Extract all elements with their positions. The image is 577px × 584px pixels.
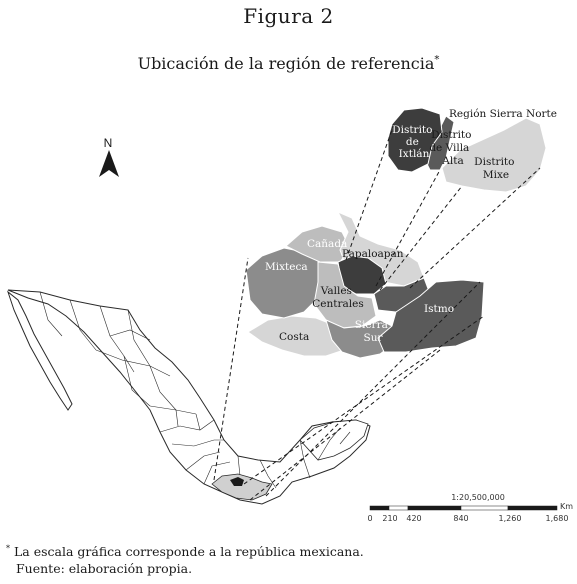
scale-segment-1 <box>370 506 389 510</box>
label-villa-alta-line-2: de Villa <box>429 142 470 154</box>
scale-unit: Km <box>560 502 574 511</box>
label-valles-line-2: Centrales <box>312 298 364 310</box>
scale-segment-4 <box>461 506 508 510</box>
footnote-mark: * <box>6 544 10 553</box>
north-arrow <box>99 136 119 177</box>
north-arrow-icon <box>99 150 119 177</box>
footnote-source: Fuente: elaboración propia. <box>16 561 193 577</box>
north-label: N <box>103 136 113 150</box>
label-villa-alta-line-1: Distrito <box>431 129 472 141</box>
label-istmo: Istmo <box>424 303 455 315</box>
label-canada: Cañada <box>307 238 348 250</box>
label-mixe-line-2: Mixe <box>482 169 510 181</box>
label-sierra-sur-line-2: Sur <box>363 332 383 344</box>
label-sierra-sur-line-1: Sierra <box>354 319 388 331</box>
scale-tick-210: 210 <box>382 514 398 523</box>
scale-bar <box>367 493 573 523</box>
scale-segment-2 <box>389 506 408 510</box>
scale-tick-420: 420 <box>406 514 422 523</box>
footnote <box>6 540 364 577</box>
scale-tick-1260: 1,260 <box>498 514 522 523</box>
scale-ratio: 1:20,500,000 <box>451 493 505 502</box>
scale-tick-840: 840 <box>453 514 469 523</box>
label-mixteca: Mixteca <box>265 261 308 273</box>
scale-segment-5 <box>508 506 557 510</box>
scale-tick-1680: 1,680 <box>545 514 569 523</box>
label-mixe-line-1: Distrito <box>474 156 515 168</box>
figure-title: Figura 2 <box>243 4 334 28</box>
subtitle-footnote-mark: * <box>434 54 440 66</box>
scale-tick-0: 0 <box>367 514 373 523</box>
label-costa: Costa <box>279 331 310 343</box>
label-ixtlan-line-2: de <box>405 136 419 148</box>
label-papaloapan: Papaloapan <box>342 248 404 260</box>
subtitle-text: Ubicación de la región de referencia <box>137 54 435 73</box>
footnote-scale-note <box>6 540 364 560</box>
label-ixtlan-line-1: Distrito <box>392 124 433 136</box>
label-valles-line-1: Valles <box>320 285 352 297</box>
label-villa-alta-line-3: Alta <box>442 155 464 167</box>
scale-segment-3 <box>408 506 461 510</box>
footnote-text: La escala gráfica corresponde a la república mexicana. <box>13 544 364 560</box>
label-ixtlan-line-3: Ixtlán <box>398 148 430 160</box>
region-sierra-norte-title: Región Sierra Norte <box>449 108 557 120</box>
